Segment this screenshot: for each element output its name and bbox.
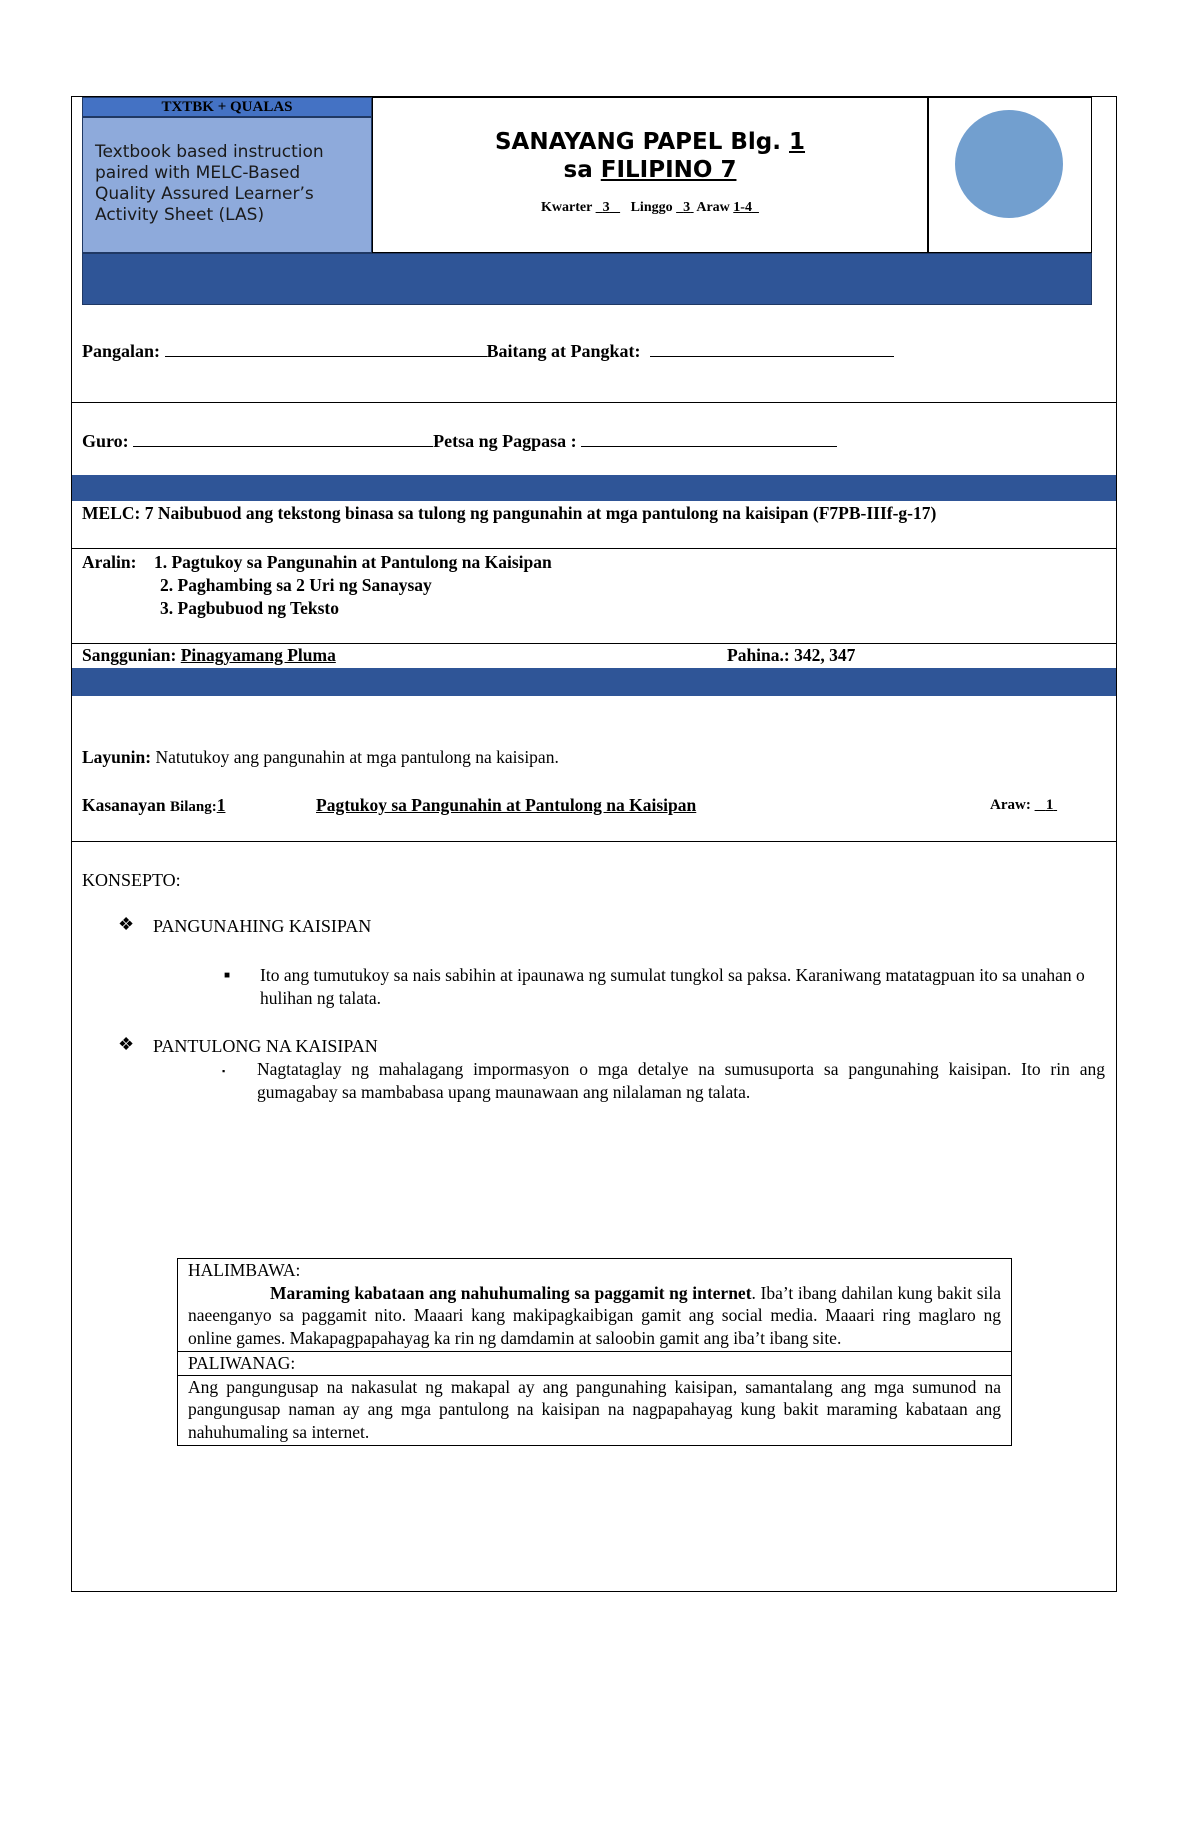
aralin-item: 3. Pagbubuod ng Teksto (160, 598, 339, 618)
kasanayan-title: Pagtukoy sa Pangunahin at Pantulong na Kaisipan (316, 795, 697, 815)
name-row: Pangalan: Baitang at Pangkat: (82, 338, 894, 362)
kasanayan-araw: Araw: 1 (990, 797, 1054, 813)
section-bullet-text: Ito ang tumutukoy sa nais sabihin at ipaunawa ng sumulat tungkol sa paksa. Karaniwang matatagpuan ito sa unahan o hulihan ng talata. (260, 965, 1085, 1008)
teacher-row: Guro: Petsa ng Pagpasa : (82, 428, 837, 452)
title-box (372, 97, 928, 253)
blue-band-2 (72, 668, 1116, 696)
pahina: Pahina.: 342, 347 (727, 645, 856, 665)
aralin-item: 2. Paghambing sa 2 Uri ng Sanaysay (160, 575, 432, 595)
diamond-bullet-icon: ❖ (118, 1034, 135, 1054)
logo-circle (955, 110, 1063, 218)
small-bullet-icon: ▪ (222, 1066, 226, 1076)
txtbk-tag: TXTBK + QUALAS (82, 97, 372, 117)
section-title: PANTULONG NA KAISIPAN (153, 1036, 378, 1056)
title-line-1: SANAYANG PAPEL Blg. 1 (494, 129, 806, 155)
header-band (82, 253, 1092, 305)
date-field[interactable] (581, 428, 837, 447)
section-bullet-text: Nagtataglay ng mahalagang impormasyon o mga detalye na sumusuporta sa pangunahing kaisipan. Ito rin ang gumagabay sa mambabasa upang maunawaan ang nilalaman ng talata. (257, 1059, 1105, 1102)
title-line-2: sa FILIPINO 7 (563, 157, 737, 183)
txtbk-description: Textbook based instruction paired with MELC-Based Quality Assured Learner’s Activity Sheet (LAS) (82, 117, 372, 253)
halimbawa-text: Maraming kabataan ang nahuhumaling sa paggamit ng internet. Iba’t ibang dahilan kung bakit sila naeenganyo sa paggamit nito. Maaari kang makipagkaibigan gamit ang social media. Maaari ring maglaro ng online games. Makapagpapahayag ka rin ng damdamin at saloobin gamit ang iba’t ibang site. (188, 1282, 1001, 1348)
example-box (177, 1258, 1012, 1446)
grade-field[interactable] (650, 338, 894, 357)
konsepto-heading: KONSEPTO: (82, 870, 181, 890)
square-bullet-icon: ■ (224, 970, 231, 981)
section-title: PANGUNAHING KAISIPAN (153, 916, 372, 936)
melc-text: MELC: 7 Naibubuod ang tekstong binasa sa tulong ng pangunahin at mga pantulong na kaisipan (F7PB-IIIf-g-17) (82, 503, 937, 523)
name-field[interactable] (165, 338, 487, 357)
blue-band-1 (72, 475, 1116, 501)
grade-label: Baitang at Pangkat: (486, 341, 641, 361)
sanggunian-row: Sanggunian: Pinagyamang Pluma (82, 645, 336, 665)
paliwanag-label: PALIWANAG: (178, 1351, 1011, 1376)
logo-box (928, 97, 1092, 253)
kasanayan-row: Kasanayan Bilang:1 (82, 795, 226, 815)
aralin-block (82, 551, 552, 620)
diamond-bullet-icon: ❖ (118, 914, 135, 934)
halimbawa-label: HALIMBAWA: (188, 1260, 301, 1280)
aralin-item: 1. Pagtukoy sa Pangunahin at Pantulong na Kaisipan (153, 552, 552, 572)
teacher-field[interactable] (133, 428, 433, 447)
layunin-text: Natutukoy ang pangunahin at mga pantulong na kaisipan. (155, 747, 559, 767)
aralin-label: Aralin: (82, 552, 137, 572)
sanggunian-value: Pinagyamang Pluma (180, 645, 336, 665)
layunin-row: Layunin: Natutukoy ang pangunahin at mga pantulong na kaisipan. (82, 747, 559, 767)
schedule-line: Kwarter 3 Linggo 3 Araw 1-4 (541, 200, 752, 215)
date-label: Petsa ng Pagpasa : (433, 431, 577, 451)
header (82, 97, 1092, 307)
paliwanag-text: Ang pangungusap na nakasulat ng makapal ay ang pangunahing kaisipan, samantalang ang mga sumunod na pangungusap naman ay ang mga pantulong na kaisipan na nagpapahayag kung bakit maraming kabataan ang nahuhumaling sa internet. (188, 1376, 1001, 1442)
